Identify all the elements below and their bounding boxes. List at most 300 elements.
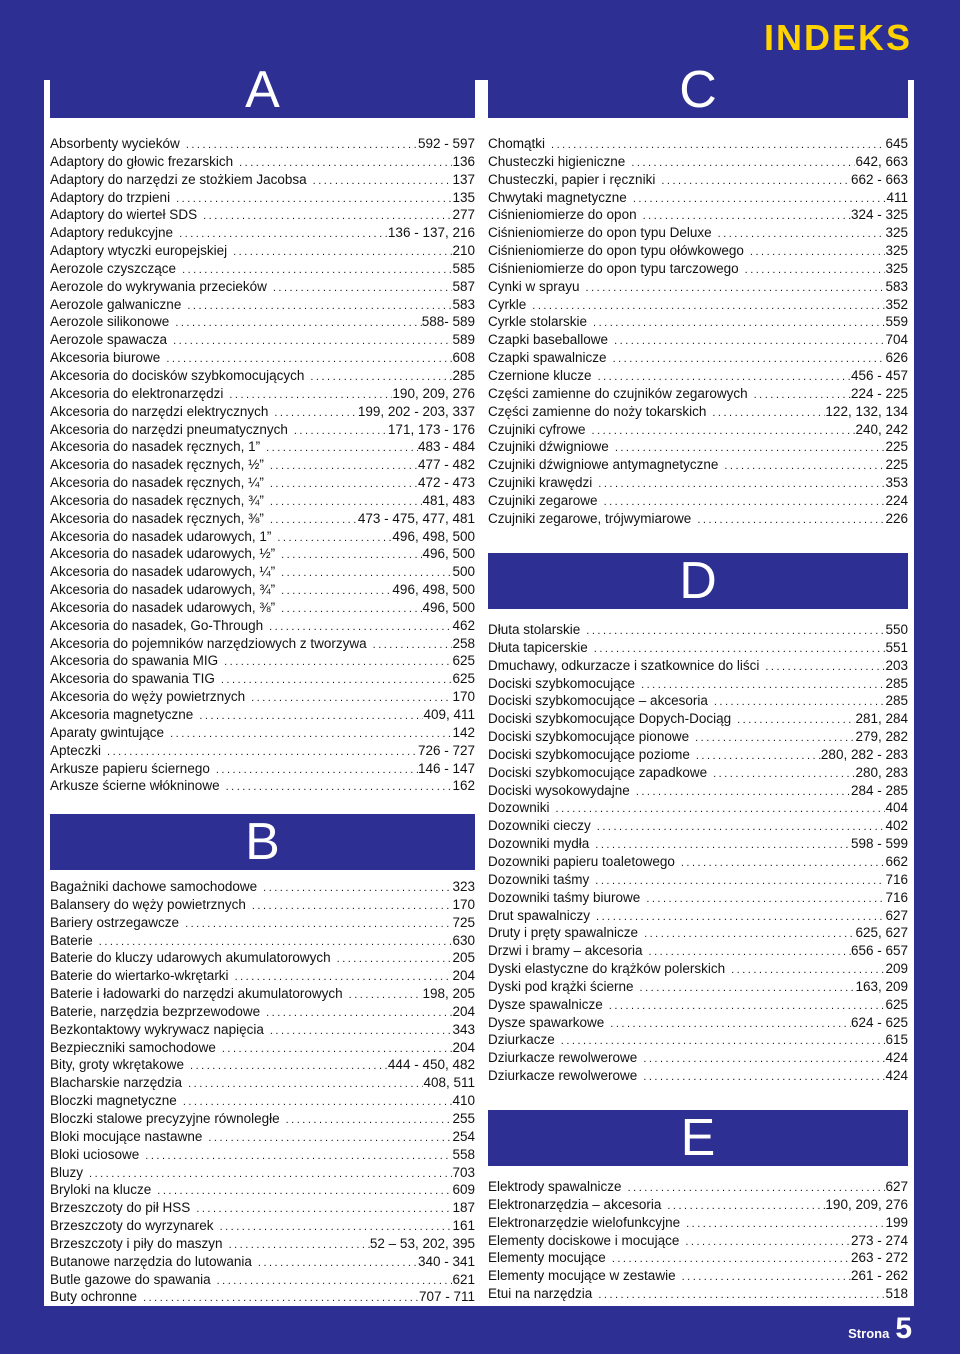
index-entry bbox=[488, 960, 908, 978]
entry-page: 146 - 147 bbox=[417, 760, 475, 776]
entry-page: 209 bbox=[885, 961, 908, 977]
index-entry bbox=[50, 1110, 475, 1128]
entry-page: 703 bbox=[452, 1164, 475, 1180]
entry-name: Butle gazowe do spawania bbox=[50, 1271, 211, 1287]
page-label: Strona bbox=[848, 1326, 890, 1341]
leader-dots bbox=[532, 298, 885, 314]
leader-dots bbox=[685, 1234, 851, 1250]
leader-dots bbox=[598, 476, 885, 492]
leader-dots bbox=[765, 659, 885, 675]
entry-name: Akcesoria do nasadek ręcznych, ½” bbox=[50, 457, 264, 473]
index-entry bbox=[488, 853, 908, 871]
section-list-e bbox=[488, 1178, 908, 1303]
index-entry bbox=[488, 1178, 908, 1196]
leader-dots bbox=[596, 909, 885, 925]
index-entry bbox=[50, 1092, 475, 1110]
entry-page: 583 bbox=[452, 296, 475, 312]
leader-dots bbox=[229, 387, 392, 403]
index-entry bbox=[50, 135, 475, 153]
section-header-c-box: C bbox=[488, 62, 908, 118]
leader-dots bbox=[182, 262, 452, 278]
entry-page: 587 bbox=[452, 278, 475, 294]
entry-page: 352 bbox=[885, 296, 908, 312]
entry-name: Balansery do węży powietrznych bbox=[50, 896, 246, 912]
index-entry bbox=[50, 1217, 475, 1235]
leader-dots bbox=[713, 766, 855, 782]
entry-page: 277 bbox=[452, 207, 475, 223]
leader-dots bbox=[595, 837, 851, 853]
entry-page: 204 bbox=[452, 1039, 475, 1055]
index-entry bbox=[50, 617, 475, 635]
index-entry bbox=[50, 1128, 475, 1146]
entry-name: Akcesoria do nasadek ręcznych, ⅜” bbox=[50, 510, 264, 526]
leader-dots bbox=[644, 926, 855, 942]
entry-name: Elementy dociskowe i mocujące bbox=[488, 1232, 680, 1248]
entry-name: Dozowniki bbox=[488, 800, 550, 816]
leader-dots bbox=[263, 880, 452, 896]
entry-name: Dociski szybkomocujące Dopych-Dociąg bbox=[488, 711, 732, 727]
leader-dots bbox=[633, 191, 887, 207]
leader-dots bbox=[258, 1255, 418, 1271]
leader-dots bbox=[643, 1051, 885, 1067]
leader-dots bbox=[166, 351, 452, 367]
index-entry bbox=[50, 189, 475, 207]
entry-name: Dziurkacze bbox=[488, 1032, 555, 1048]
index-entry bbox=[488, 421, 908, 439]
entry-page: 608 bbox=[452, 350, 475, 366]
index-entry bbox=[50, 224, 475, 242]
entry-name: Arkusze ścierne włókninowe bbox=[50, 778, 220, 794]
index-entry bbox=[50, 1288, 475, 1306]
leader-dots bbox=[239, 155, 452, 171]
index-entry bbox=[488, 1267, 908, 1285]
entry-name: Drut spawalniczy bbox=[488, 907, 591, 923]
index-entry bbox=[50, 932, 475, 950]
index-entry bbox=[488, 621, 908, 639]
index-entry bbox=[488, 639, 908, 657]
entry-page: 645 bbox=[885, 136, 908, 151]
index-entry bbox=[488, 135, 908, 153]
index-entry bbox=[50, 896, 475, 914]
entry-page: 473 - 475, 477, 481 bbox=[357, 510, 475, 526]
entry-name: Baterie do wiertarko-wkrętarki bbox=[50, 968, 229, 984]
entry-name: Akcesoria do nasadek ręcznych, ¾” bbox=[50, 492, 264, 508]
index-entry bbox=[488, 206, 908, 224]
entry-page: 625 bbox=[452, 671, 475, 687]
index-entry bbox=[50, 652, 475, 670]
entry-page: 624 - 625 bbox=[850, 1014, 908, 1030]
entry-page: 615 bbox=[885, 1032, 908, 1048]
leader-dots bbox=[251, 690, 452, 706]
entry-name: Drzwi i bramy – akcesoria bbox=[488, 943, 643, 959]
entry-name: Dłuta tapicerskie bbox=[488, 639, 588, 655]
entry-name: Dziurkacze rewolwerowe bbox=[488, 1050, 638, 1066]
entry-page: 285 bbox=[885, 693, 908, 709]
index-entry bbox=[488, 492, 908, 510]
page-number: 5 bbox=[895, 1312, 912, 1345]
index-entry bbox=[50, 1199, 475, 1217]
entry-page: 630 bbox=[452, 932, 475, 948]
entry-page: 589 bbox=[452, 332, 475, 348]
index-entry bbox=[50, 742, 475, 760]
entry-page: 496, 498, 500 bbox=[392, 582, 475, 598]
entry-name: Dmuchawy, odkurzacze i szatkownice do liści bbox=[488, 657, 760, 673]
entry-page: 625 bbox=[885, 996, 908, 1012]
entry-name: Dociski szybkomocujące poziome bbox=[488, 746, 690, 762]
index-entry bbox=[488, 657, 908, 675]
leader-dots bbox=[229, 1237, 370, 1253]
entry-name: Akcesoria do pojemników narzędziowych z tworzywa bbox=[50, 635, 367, 651]
entry-page: 273 - 274 bbox=[850, 1232, 908, 1248]
entry-page: 456 - 457 bbox=[850, 367, 908, 383]
index-entry bbox=[50, 581, 475, 599]
entry-page: 135 bbox=[452, 189, 475, 205]
leader-dots bbox=[718, 226, 886, 242]
leader-dots bbox=[286, 1112, 453, 1128]
entry-name: Czapki baseballowe bbox=[488, 332, 609, 348]
entry-page: 171, 173 - 176 bbox=[387, 421, 475, 437]
entry-page: 205 bbox=[452, 950, 475, 966]
entry-name: Akcesoria do spawania TIG bbox=[50, 671, 215, 687]
index-entry bbox=[488, 746, 908, 764]
entry-page: 408, 511 bbox=[423, 1075, 475, 1091]
entry-name: Akcesoria do docisków szybkomocujących bbox=[50, 367, 305, 383]
entry-page: 198, 205 bbox=[422, 986, 475, 1002]
index-entry bbox=[488, 1031, 908, 1049]
index-entry bbox=[488, 242, 908, 260]
entry-name: Baterie, narzędzia bezprzewodowe bbox=[50, 1003, 261, 1019]
entry-page: 285 bbox=[885, 675, 908, 691]
index-entry bbox=[488, 817, 908, 835]
entry-name: Brzeszczoty do pił HSS bbox=[50, 1200, 191, 1216]
entry-page: 226 bbox=[885, 510, 908, 526]
entry-page: 518 bbox=[885, 1286, 908, 1302]
entry-page: 472 - 473 bbox=[417, 475, 475, 491]
index-entry bbox=[488, 675, 908, 693]
leader-dots bbox=[661, 173, 851, 189]
leader-dots bbox=[107, 744, 418, 760]
entry-name: Czujniki zegarowe bbox=[488, 492, 598, 508]
entry-page: 325 bbox=[885, 260, 908, 276]
index-entry bbox=[50, 545, 475, 563]
entry-name: Cyrkle stolarskie bbox=[488, 314, 588, 330]
leader-dots bbox=[724, 458, 885, 474]
leader-dots bbox=[594, 641, 886, 657]
index-entry bbox=[50, 313, 475, 331]
entry-page: 224 bbox=[885, 492, 908, 508]
entry-name: Cyrkle bbox=[488, 296, 527, 312]
leader-dots bbox=[270, 512, 358, 528]
leader-dots bbox=[157, 1183, 452, 1199]
leader-dots bbox=[281, 583, 392, 599]
entry-page: 662 - 663 bbox=[850, 171, 908, 187]
leader-dots bbox=[183, 1094, 453, 1110]
entry-page: 592 - 597 bbox=[417, 136, 475, 151]
index-entry bbox=[50, 777, 475, 795]
index-entry bbox=[50, 206, 475, 224]
entry-name: Adaptory do głowic frezarskich bbox=[50, 153, 234, 169]
leader-dots bbox=[216, 762, 418, 778]
entry-page: 483 - 484 bbox=[417, 439, 475, 455]
leader-dots bbox=[221, 672, 453, 688]
leader-dots bbox=[667, 1198, 825, 1214]
leader-dots bbox=[643, 208, 851, 224]
index-entry bbox=[50, 367, 475, 385]
entry-name: Baterie i ładowarki do narzędzi akumulatorowych bbox=[50, 986, 343, 1002]
entry-name: Buty ochronne bbox=[50, 1289, 138, 1305]
entry-name: Elektrody spawalnicze bbox=[488, 1179, 622, 1194]
entry-name: Dyski elastyczne do krążków polerskich bbox=[488, 961, 726, 977]
entry-page: 725 bbox=[452, 914, 475, 930]
entry-page: 598 - 599 bbox=[850, 836, 908, 852]
entry-name: Bloczki stalowe precyzyjne równoległe bbox=[50, 1110, 280, 1126]
leader-dots bbox=[586, 623, 885, 639]
index-entry bbox=[488, 996, 908, 1014]
leader-dots bbox=[143, 1290, 419, 1306]
index-entry bbox=[50, 171, 475, 189]
entry-name: Akcesoria magnetyczne bbox=[50, 707, 194, 722]
entry-name: Ciśnieniomierze do opon typu ołówkowego bbox=[488, 243, 744, 259]
entry-name: Akcesoria do nasadek, Go-Through bbox=[50, 617, 264, 633]
entry-name: Akcesoria do nasadek ręcznych, 1” bbox=[50, 439, 261, 455]
entry-name: Aerozole do wykrywania przecieków bbox=[50, 278, 267, 294]
index-entry bbox=[50, 985, 475, 1003]
leader-dots bbox=[609, 998, 886, 1014]
entry-name: Baterie bbox=[50, 932, 93, 948]
leader-dots bbox=[235, 969, 453, 985]
entry-page: 190, 209, 276 bbox=[825, 1196, 908, 1212]
entry-page: 325 bbox=[885, 243, 908, 259]
entry-page: 496, 498, 500 bbox=[392, 528, 475, 544]
leader-dots bbox=[612, 1251, 851, 1267]
entry-page: 261 - 262 bbox=[850, 1268, 908, 1284]
index-entry bbox=[488, 835, 908, 853]
leader-dots bbox=[203, 208, 452, 224]
entry-name: Dysze spawalnicze bbox=[488, 996, 603, 1012]
entry-name: Brzeszczoty do wyrzynarek bbox=[50, 1218, 214, 1234]
leader-dots bbox=[190, 1058, 388, 1074]
leader-dots bbox=[349, 987, 423, 1003]
entry-name: Adaptory do narzędzi ze stożkiem Jacobsa bbox=[50, 171, 307, 187]
leader-dots bbox=[196, 1201, 452, 1217]
leader-dots bbox=[712, 405, 825, 421]
leader-dots bbox=[592, 423, 856, 439]
entry-name: Akcesoria do spawania MIG bbox=[50, 653, 219, 669]
leader-dots bbox=[176, 191, 452, 207]
entry-page: 481, 483 bbox=[422, 492, 475, 508]
entry-page: 263 - 272 bbox=[850, 1250, 908, 1266]
leader-dots bbox=[604, 494, 886, 510]
leader-dots bbox=[695, 730, 855, 746]
index-entry bbox=[488, 871, 908, 889]
index-entry bbox=[50, 706, 475, 724]
section-list-b bbox=[50, 878, 475, 1306]
index-entry bbox=[50, 153, 475, 171]
index-entry bbox=[50, 1003, 475, 1021]
entry-page: 170 bbox=[452, 689, 475, 705]
page-footer bbox=[848, 1312, 912, 1346]
index-entry bbox=[50, 242, 475, 260]
leader-dots bbox=[551, 137, 885, 153]
entry-name: Akcesoria do narzędzi pneumatycznych bbox=[50, 421, 288, 437]
entry-page: 255 bbox=[452, 1110, 475, 1126]
entry-page: 559 bbox=[885, 314, 908, 330]
leader-dots bbox=[270, 476, 418, 492]
leader-dots bbox=[313, 173, 453, 189]
entry-name: Części zamienne do czujników zegarowych bbox=[488, 385, 748, 401]
index-entry bbox=[50, 474, 475, 492]
entry-page: 187 bbox=[452, 1200, 475, 1216]
index-entry bbox=[488, 1049, 908, 1067]
entry-page: 136 bbox=[452, 153, 475, 169]
page-title: INDEKS bbox=[763, 17, 912, 58]
leader-dots bbox=[649, 944, 851, 960]
entry-page: 625 bbox=[452, 653, 475, 669]
section-header-a-box: A bbox=[50, 62, 475, 118]
leader-dots bbox=[714, 694, 886, 710]
entry-name: Bloki mocujące nastawne bbox=[50, 1128, 203, 1144]
index-entry bbox=[488, 349, 908, 367]
entry-name: Aparaty gwintujące bbox=[50, 724, 165, 740]
leader-dots bbox=[643, 1069, 885, 1085]
entry-page: 402 bbox=[885, 818, 908, 834]
entry-page: 642, 663 bbox=[855, 153, 908, 169]
entry-page: 170 bbox=[452, 896, 475, 912]
entry-name: Elementy mocujące w zestawie bbox=[488, 1268, 676, 1284]
index-entry bbox=[50, 1181, 475, 1199]
entry-name: Butanowe narzędzia do lutowania bbox=[50, 1253, 252, 1269]
entry-name: Chomątki bbox=[488, 136, 546, 151]
entry-name: Bezpieczniki samochodowe bbox=[50, 1039, 216, 1055]
entry-name: Czujniki dźwigniowe antymagnetyczne bbox=[488, 457, 719, 473]
entry-name: Ciśnieniomierze do opon bbox=[488, 207, 637, 223]
entry-page: 496, 500 bbox=[422, 546, 475, 562]
entry-page: 204 bbox=[452, 968, 475, 984]
leader-dots bbox=[631, 155, 855, 171]
entry-name: Dociski szybkomocujące – akcesoria bbox=[488, 693, 708, 709]
entry-page: 199 bbox=[885, 1214, 908, 1230]
index-entry bbox=[50, 635, 475, 653]
entry-page: 662 bbox=[885, 853, 908, 869]
entry-page: 588- 589 bbox=[421, 314, 475, 330]
leader-dots bbox=[597, 819, 886, 835]
leader-dots bbox=[269, 619, 452, 635]
leader-dots bbox=[613, 351, 886, 367]
entry-name: Apteczki bbox=[50, 742, 102, 758]
entry-page: 136 - 137, 216 bbox=[387, 225, 475, 241]
leader-dots bbox=[294, 423, 388, 439]
entry-page: 324 - 325 bbox=[850, 207, 908, 223]
leader-dots bbox=[173, 333, 452, 349]
leader-dots bbox=[628, 1180, 886, 1196]
index-entry bbox=[488, 403, 908, 421]
index-entry bbox=[50, 1271, 475, 1289]
entry-page: 656 - 657 bbox=[850, 943, 908, 959]
index-entry bbox=[50, 1235, 475, 1253]
leader-dots bbox=[222, 1041, 453, 1057]
entry-name: Chusteczki higieniczne bbox=[488, 153, 626, 169]
entry-name: Aerozole silikonowe bbox=[50, 314, 170, 330]
entry-page: 550 bbox=[885, 622, 908, 637]
entry-page: 477 - 482 bbox=[417, 457, 475, 473]
entry-name: Dociski szybkomocujące bbox=[488, 675, 636, 691]
index-entry bbox=[488, 1014, 908, 1032]
index-entry bbox=[488, 313, 908, 331]
entry-name: Czujniki zegarowe, trójwymiarowe bbox=[488, 510, 692, 526]
leader-dots bbox=[270, 458, 418, 474]
entry-name: Baterie do kluczy udarowych akumulatorowych bbox=[50, 950, 331, 966]
entry-page: 609 bbox=[452, 1182, 475, 1198]
entry-name: Czujniki cyfrowe bbox=[488, 421, 586, 437]
entry-name: Dociski wysokowydajne bbox=[488, 782, 630, 798]
leader-dots bbox=[208, 1130, 452, 1146]
entry-name: Absorbenty wycieków bbox=[50, 136, 180, 151]
index-entry bbox=[50, 278, 475, 296]
index-entry bbox=[488, 799, 908, 817]
leader-dots bbox=[145, 1148, 452, 1164]
leader-dots bbox=[556, 801, 886, 817]
leader-dots bbox=[175, 315, 421, 331]
leader-dots bbox=[217, 1273, 453, 1289]
entry-page: 325 bbox=[885, 225, 908, 241]
entry-name: Elementy mocujące bbox=[488, 1250, 606, 1266]
leader-dots bbox=[281, 565, 452, 581]
entry-name: Akcesoria do elektronarzędzi bbox=[50, 385, 224, 401]
entry-name: Brzeszczoty i piły do maszyn bbox=[50, 1235, 223, 1251]
leader-dots bbox=[273, 280, 453, 296]
entry-name: Adaptory redukcyjne bbox=[50, 225, 174, 241]
leader-dots bbox=[640, 980, 856, 996]
leader-dots bbox=[233, 244, 452, 260]
leader-dots bbox=[593, 315, 885, 331]
entry-page: 340 - 341 bbox=[417, 1253, 475, 1269]
entry-name: Czapki spawalnicze bbox=[488, 350, 607, 366]
entry-name: Akcesoria do nasadek udarowych, ¾” bbox=[50, 582, 276, 598]
entry-name: Elektronarzędzia – akcesoria bbox=[488, 1196, 662, 1212]
leader-dots bbox=[226, 779, 453, 795]
entry-page: 52 – 53, 202, 395 bbox=[369, 1235, 475, 1251]
section-list-d bbox=[488, 621, 908, 1085]
entry-page: 281, 284 bbox=[855, 711, 908, 727]
index-entry bbox=[50, 688, 475, 706]
entry-name: Ciśnieniomierze do opon typu tarczowego bbox=[488, 260, 739, 276]
leader-dots bbox=[614, 333, 885, 349]
entry-page: 224 - 225 bbox=[850, 385, 908, 401]
entry-page: 500 bbox=[452, 564, 475, 580]
entry-page: 353 bbox=[885, 475, 908, 491]
leader-dots bbox=[598, 369, 851, 385]
entry-name: Bity, groty wkrętakowe bbox=[50, 1057, 185, 1073]
entry-page: 496, 500 bbox=[422, 599, 475, 615]
index-entry bbox=[50, 1146, 475, 1164]
index-entry bbox=[488, 189, 908, 207]
index-entry bbox=[488, 153, 908, 171]
leader-dots bbox=[696, 748, 821, 764]
entry-name: Akcesoria do węży powietrznych bbox=[50, 689, 246, 705]
leader-dots bbox=[615, 440, 886, 456]
index-entry bbox=[50, 1164, 475, 1182]
index-entry bbox=[488, 710, 908, 728]
leader-dots bbox=[731, 962, 885, 978]
entry-name: Elektronarzędzie wielofunkcyjne bbox=[488, 1214, 681, 1230]
index-entry bbox=[488, 978, 908, 996]
entry-page: 444 - 450, 482 bbox=[387, 1057, 475, 1073]
entry-name: Czujniki dźwigniowe bbox=[488, 439, 609, 455]
leader-dots bbox=[281, 601, 422, 617]
entry-page: 424 bbox=[885, 1050, 908, 1066]
entry-page: 704 bbox=[885, 332, 908, 348]
entry-page: 258 bbox=[452, 635, 475, 651]
